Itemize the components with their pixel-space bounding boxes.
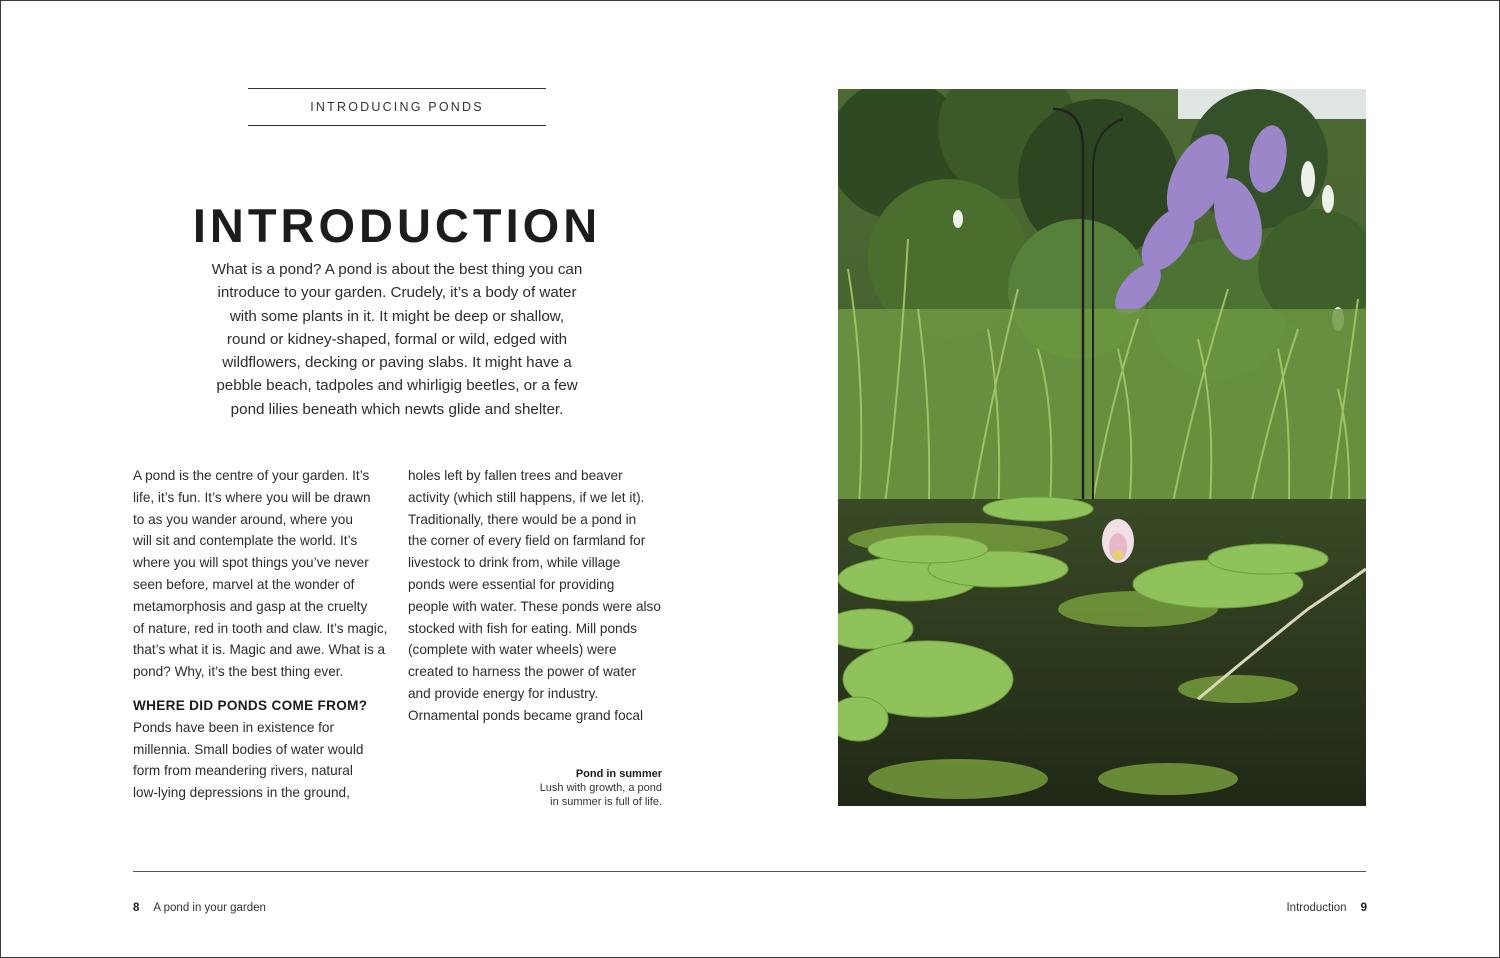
body-column-left — [133, 465, 389, 804]
body-line: stocked with fish for eating. Mill ponds — [408, 620, 637, 636]
body-line: metamorphosis and gasp at the cruelty — [133, 598, 368, 614]
body-line: will sit and contemplate the world. It’s — [133, 533, 358, 549]
intro-line: What is a pond? A pond is about the best thing you can — [211, 261, 583, 278]
body-line: of nature, red in tooth and claw. It’s magic, — [133, 620, 388, 636]
body-line: ponds were essential for providing — [408, 576, 615, 592]
body-line: Ponds have been in existence for — [133, 719, 335, 735]
body-line: the corner of every field on farmland for — [408, 533, 646, 549]
running-title-left: A pond in your garden — [153, 902, 266, 914]
intro-line: wildflowers, decking or paving slabs. It might have a — [222, 354, 572, 372]
body-line: (complete with water wheels) were — [408, 642, 617, 658]
body-line: holes left by fallen trees and beaver — [408, 468, 623, 483]
body-column-right — [408, 465, 668, 727]
page-title: INTRODUCTION — [192, 199, 602, 253]
footer-right — [1286, 902, 1367, 914]
body-line: where you will spot things you’ve never — [133, 555, 369, 571]
footer-rule — [133, 871, 1366, 872]
intro-line: introduce to your garden. Crudely, it’s a body of water — [217, 284, 577, 302]
body-line: people with water. These ponds were also — [408, 598, 661, 614]
caption-line: Lush with growth, a pond — [539, 782, 662, 794]
body-line: that’s what it is. Magic and awe. What is a — [133, 642, 386, 658]
body-line: and provide energy for industry. — [408, 685, 599, 701]
page-number-left: 8 — [133, 902, 140, 914]
body-line: pond? Why, it’s the best thing ever. — [133, 664, 344, 680]
section-label: INTRODUCING PONDS — [248, 88, 546, 126]
pond-photo — [838, 89, 1366, 806]
body-line: livestock to drink from, while village — [408, 555, 621, 571]
water-lily-flower — [1102, 519, 1134, 563]
body-line: millennia. Small bodies of water would — [133, 741, 364, 757]
intro-line: pebble beach, tadpoles and whirligig beetles, or a few — [216, 377, 578, 395]
body-line: low-lying depressions in the ground, — [133, 785, 350, 801]
body-line: seen before, marvel at the wonder of — [133, 576, 355, 592]
caption-title: Pond in summer — [575, 768, 662, 780]
body-line: A pond is the centre of your garden. It’s — [133, 468, 370, 483]
photo-caption — [480, 767, 662, 809]
body-line: form from meandering rivers, natural — [133, 763, 353, 779]
intro-line: round or kidney-shaped, formal or wild, edged with — [226, 330, 568, 348]
caption-line: in summer is full of life. — [550, 796, 662, 808]
intro-line: pond lilies beneath which newts glide and shelter. — [230, 400, 564, 418]
footer-left — [133, 902, 266, 914]
body-line: life, it’s fun. It’s where you will be drawn — [133, 489, 371, 505]
running-title-right: Introduction — [1286, 902, 1347, 914]
pond-illustration — [838, 89, 1366, 806]
intro-paragraph — [190, 258, 604, 421]
body-line: Traditionally, there would be a pond in — [408, 511, 637, 527]
body-line: created to harness the power of water — [408, 664, 637, 680]
body-line: activity (which still happens, if we let it). — [408, 489, 645, 505]
intro-line: with some plants in it. It might be deep or shallow, — [229, 307, 565, 325]
body-line: to as you wander around, where you — [133, 511, 353, 527]
body-line: Ornamental ponds became grand focal — [408, 707, 644, 723]
page-number-right: 9 — [1360, 902, 1367, 914]
subheading: WHERE DID PONDS COME FROM? — [133, 697, 368, 713]
